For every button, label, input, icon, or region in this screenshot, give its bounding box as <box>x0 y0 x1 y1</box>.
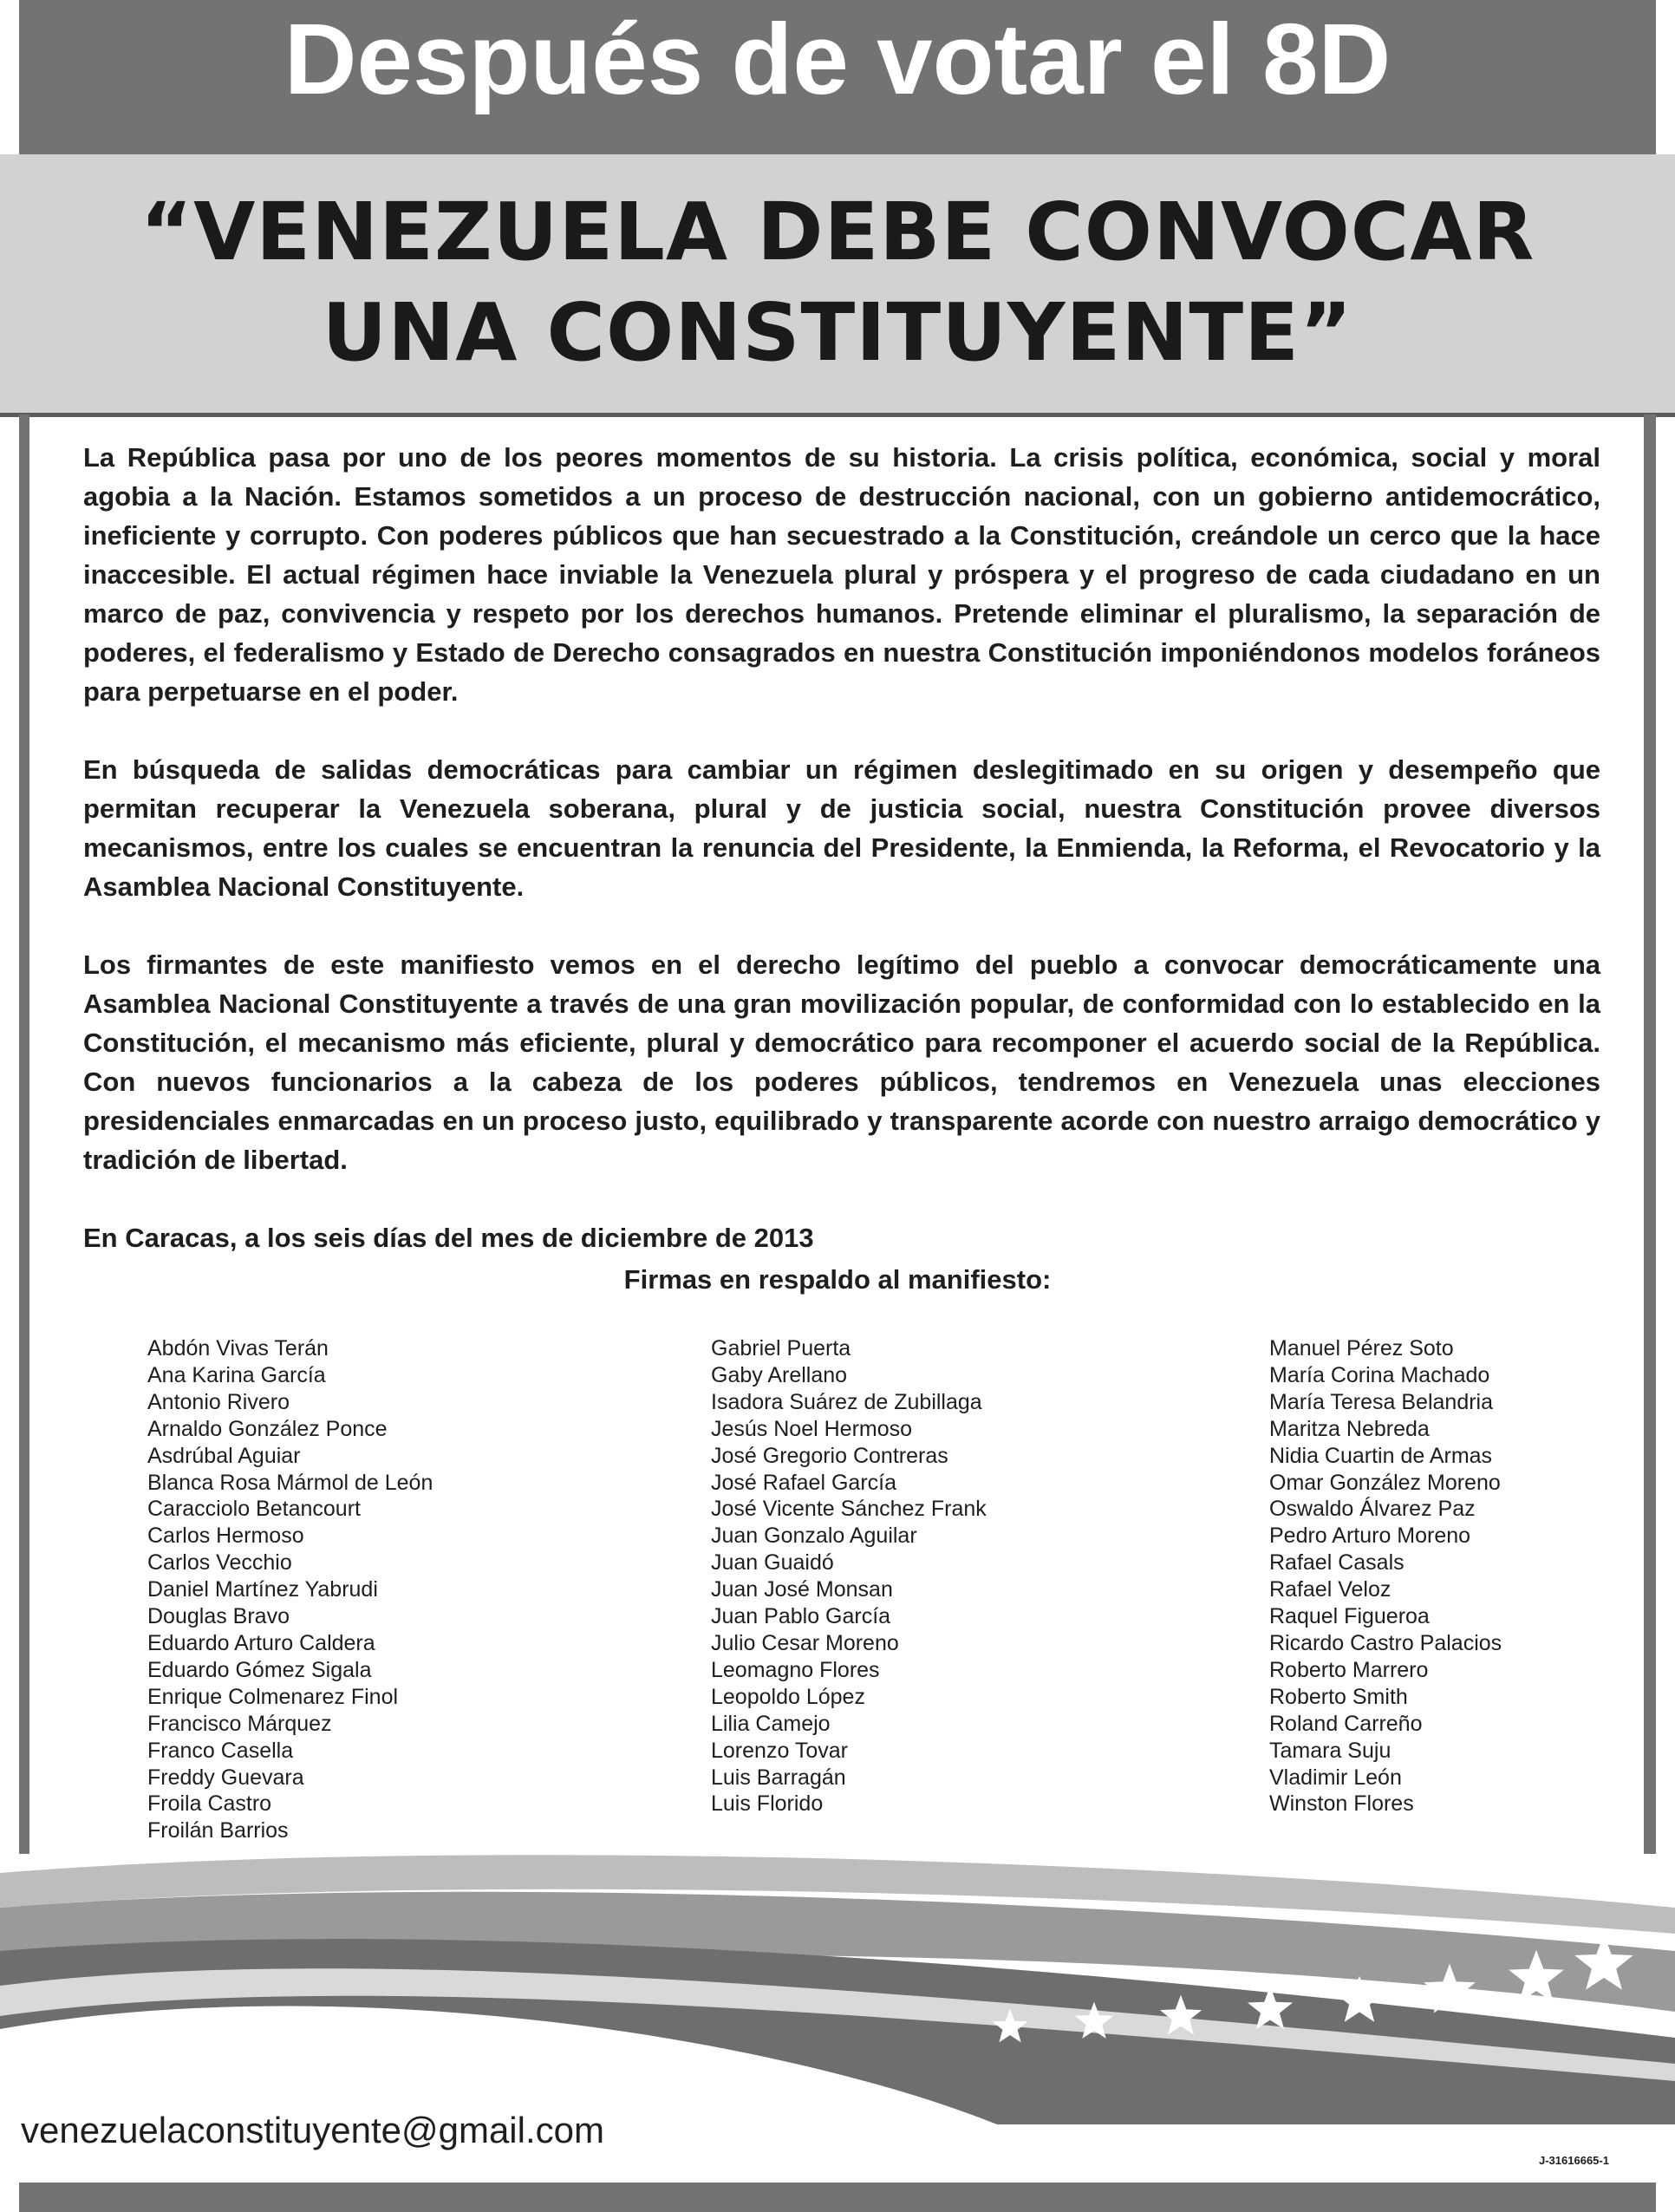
registration-code: J-31616665-1 <box>1539 2154 1609 2167</box>
manifesto-body <box>83 438 1600 1296</box>
headline <box>0 182 1675 383</box>
headline-line-1: “VENEZUELA DEBE CONVOCAR <box>140 186 1535 278</box>
signatory-name: Isadora Suárez de Zubillaga <box>711 1389 982 1414</box>
signatory-name: José Gregorio Contreras <box>711 1443 948 1468</box>
signatory-name: José Rafael García <box>711 1470 896 1495</box>
signatory-name: Lorenzo Tovar <box>711 1738 848 1763</box>
signatory-name: Julio Cesar Moreno <box>711 1630 899 1655</box>
signatory-name: Juan Guaidó <box>711 1550 834 1576</box>
signatory-name: Gabriel Puerta <box>711 1336 851 1360</box>
signatory-name: Eduardo Arturo Caldera <box>147 1630 375 1655</box>
signatures-column-2 <box>711 1335 987 1817</box>
signatory-name: Oswaldo Álvarez Paz <box>1269 1497 1476 1522</box>
signatures-heading: Firmas en respaldo al manifiesto: <box>623 1264 1052 1295</box>
manifesto-paragraph-3: Los firmantes de este manifiesto vemos en el derecho legítimo del pueblo a convocar democráticamente una Asamblea Nacional Constituyente a través de una gran movilización popular, de conformidad con lo establecido en la Constitución, el mecanismo más eficiente, plural y democrático para recomponer el acuerdo social de la República. Con nuevos funcionarios a la cabeza de los poderes públicos, tendremos en Venezuela unas elecciones presidenciales enmarcadas en un proceso justo, equilibrado y transparente acorde con nuestro arraigo democrático y tradición de libertad. <box>83 949 1600 1175</box>
signatory-name: Rafael Casals <box>1269 1550 1405 1576</box>
signatory-name: Freddy Guevara <box>147 1765 304 1790</box>
kicker-banner <box>19 0 1656 154</box>
signatory-name: Caracciolo Betancourt <box>147 1497 361 1522</box>
signatory-name: Antonio Rivero <box>147 1389 290 1414</box>
signatory-name: José Vicente Sánchez Frank <box>711 1497 987 1522</box>
contact-email: venezuelaconstituyente@gmail.com <box>21 2110 604 2150</box>
signatory-name: Manuel Pérez Soto <box>1269 1336 1454 1360</box>
signatory-name: Froilán Barrios <box>147 1818 289 1843</box>
signatory-name: Francisco Márquez <box>147 1711 332 1736</box>
signatory-name: María Teresa Belandria <box>1269 1389 1494 1414</box>
signatory-name: Carlos Vecchio <box>147 1550 292 1576</box>
signatory-name: Franco Casella <box>147 1738 294 1763</box>
signatory-name: Juan Pablo García <box>711 1604 891 1629</box>
bottom-banner <box>19 2183 1656 2212</box>
manifesto-paragraph-2: En búsqueda de salidas democráticas para cambiar un régimen deslegitimado en su origen y desempeño que permitan recuperar la Venezuela soberana, plural y de justicia social, nuestra Constitución provee diversos mecanismos, entre los cuales se encuentran la renuncia del Presidente, la Enmienda, la Reforma, el Revocatorio y la Asamblea Nacional Constituyente. <box>83 754 1600 902</box>
signatory-name: Asdrúbal Aguiar <box>147 1443 301 1468</box>
kicker-title: Después de votar el 8D <box>284 3 1391 115</box>
signatory-name: Leopoldo López <box>711 1684 865 1709</box>
signatory-name: Roberto Marrero <box>1269 1657 1429 1682</box>
signatory-name: Enrique Colmenarez Finol <box>147 1684 399 1709</box>
signatory-name: Lilia Camejo <box>711 1711 831 1736</box>
signatory-name: Vladimir León <box>1269 1765 1402 1790</box>
signatory-name: Blanca Rosa Mármol de León <box>147 1470 433 1495</box>
signatory-name: Abdón Vivas Terán <box>147 1336 329 1360</box>
signatory-name: Luis Florido <box>711 1791 824 1817</box>
signatory-name: Froila Castro <box>147 1791 272 1817</box>
signatory-name: Roland Carreño <box>1269 1711 1423 1736</box>
signatory-name: Roberto Smith <box>1269 1684 1408 1709</box>
headline-divider <box>0 413 1675 417</box>
manifesto-dateline: En Caracas, a los seis días del mes de diciembre de 2013 <box>83 1223 814 1253</box>
signatory-name: Juan José Monsan <box>711 1577 893 1602</box>
signatory-name: Ricardo Castro Palacios <box>1269 1630 1502 1655</box>
flag-swoosh-decoration <box>0 1838 1675 2124</box>
signatory-name: Douglas Bravo <box>147 1604 290 1629</box>
signatory-name: Winston Flores <box>1269 1791 1414 1817</box>
manifesto-paragraph-1: La República pasa por uno de los peores momentos de su historia. La crisis política, económica, social y moral agobia a la Nación. Estamos sometidos a un proceso de destrucción nacional, con un gobierno antidemocrático, ineficiente y corrupto. Con poderes públicos que han secuestrado a la Constitución, creándole un cerco que la hace inaccesible. El actual régimen hace inviable la Venezuela plural y próspera y el progreso de cada ciudadano en un marco de paz, convivencia y respeto por los derechos humanos. Pretende eliminar el pluralismo, la separación de poderes, el federalismo y Estado de Derecho consagrados en nuestra Constitución imponiéndonos modelos foráneos para perpetuarse en el poder. <box>83 442 1600 707</box>
signatory-name: Carlos Hermoso <box>147 1524 304 1549</box>
signatory-name: Gaby Arellano <box>711 1362 848 1387</box>
signatory-name: Raquel Figueroa <box>1269 1604 1430 1629</box>
headline-line-2: UNA CONSTITUYENTE” <box>322 286 1353 379</box>
signatory-name: Nidia Cuartin de Armas <box>1269 1443 1493 1468</box>
signatory-name: Tamara Suju <box>1269 1738 1391 1763</box>
signatory-name: Jesús Noel Hermoso <box>711 1416 913 1441</box>
signatory-name: Rafael Veloz <box>1269 1577 1391 1602</box>
signatory-name: Eduardo Gómez Sigala <box>147 1657 372 1682</box>
signatory-name: Pedro Arturo Moreno <box>1269 1524 1471 1549</box>
frame-left-border <box>19 414 29 1854</box>
signatory-name: Luis Barragán <box>711 1765 846 1790</box>
signatures-column-3 <box>1269 1335 1502 1817</box>
signatory-name: Maritza Nebreda <box>1269 1416 1430 1441</box>
signatory-name: María Corina Machado <box>1269 1362 1490 1387</box>
frame-right-border <box>1644 414 1656 1854</box>
signatory-name: Daniel Martínez Yabrudi <box>147 1577 378 1602</box>
signatory-name: Omar González Moreno <box>1269 1470 1501 1495</box>
signatory-name: Arnaldo González Ponce <box>147 1416 388 1441</box>
signatures-column-1 <box>147 1335 433 1844</box>
signatory-name: Ana Karina García <box>147 1362 326 1387</box>
signatory-name: Leomagno Flores <box>711 1657 880 1682</box>
signatory-name: Juan Gonzalo Aguilar <box>711 1524 917 1549</box>
